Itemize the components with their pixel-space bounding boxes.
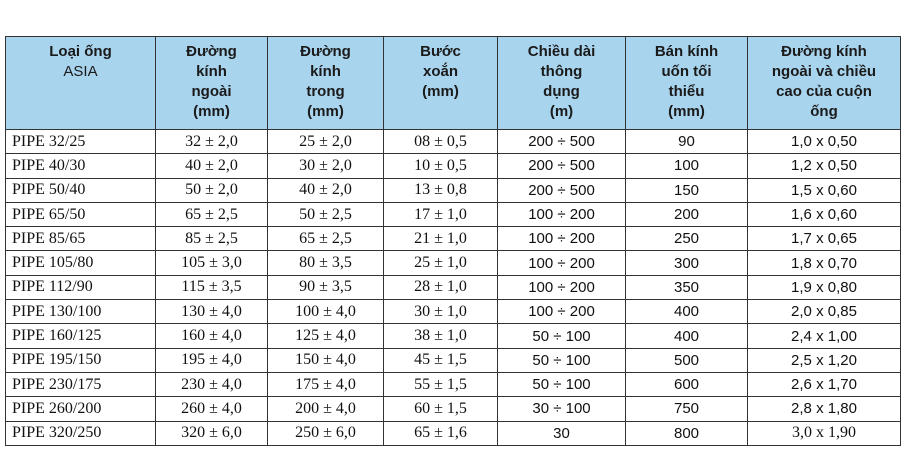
cell-inner-diameter: 90 ± 3,5 [268,275,384,299]
header-inner-diameter-line: Đường [300,43,351,60]
cell-inner-diameter: 150 ± 4,0 [268,348,384,372]
cell-pitch: 10 ± 0,5 [384,154,498,178]
cell-pitch: 60 ± 1,5 [384,397,498,421]
cell-inner-diameter: 30 ± 2,0 [268,154,384,178]
cell-pipe-type: PIPE 85/65 [6,227,156,251]
table-header [6,37,901,130]
cell-standard-length: 100 ÷ 200 [498,275,626,299]
cell-standard-length: 200 ÷ 500 [498,178,626,202]
header-coil-dimensions-line: Đường kính [781,43,867,60]
cell-standard-length: 30 ÷ 100 [498,397,626,421]
table-row [6,348,901,372]
header-outer-diameter-line: ngoài [191,83,232,100]
header-coil-dimensions-line: ngoài và chiều [771,63,877,80]
cell-coil-dimensions: 1,6 x 0,60 [748,202,901,226]
header-outer-diameter-line: Đường [186,43,237,60]
spec-table-container [5,36,901,446]
cell-coil-dimensions: 2,4 x 1,00 [748,324,901,348]
cell-coil-dimensions: 3,0 x 1,90 [748,421,901,445]
cell-inner-diameter: 50 ± 2,5 [268,202,384,226]
cell-outer-diameter: 85 ± 2,5 [156,227,268,251]
cell-pitch: 13 ± 0,8 [384,178,498,202]
header-outer-diameter [156,37,268,130]
header-pipe-type [6,37,156,130]
table-row [6,251,901,275]
cell-pipe-type: PIPE 160/125 [6,324,156,348]
cell-standard-length: 200 ÷ 500 [498,130,626,154]
header-inner-diameter-line: trong [306,83,345,100]
table-body [6,130,901,446]
cell-inner-diameter: 125 ± 4,0 [268,324,384,348]
cell-pitch: 65 ± 1,6 [384,421,498,445]
cell-inner-diameter: 175 ± 4,0 [268,372,384,396]
table-row [6,397,901,421]
header-standard-length-line: (m) [549,103,574,120]
header-pipe-type-line: ASIA [63,63,98,80]
cell-inner-diameter: 80 ± 3,5 [268,251,384,275]
cell-pitch: 21 ± 1,0 [384,227,498,251]
cell-outer-diameter: 115 ± 3,5 [156,275,268,299]
table-row [6,227,901,251]
cell-standard-length: 200 ÷ 500 [498,154,626,178]
cell-pitch: 17 ± 1,0 [384,202,498,226]
cell-outer-diameter: 40 ± 2,0 [156,154,268,178]
cell-min-bend-radius: 250 [626,227,748,251]
cell-inner-diameter: 250 ± 6,0 [268,421,384,445]
cell-pipe-type: PIPE 320/250 [6,421,156,445]
cell-coil-dimensions: 1,9 x 0,80 [748,275,901,299]
cell-pitch: 28 ± 1,0 [384,275,498,299]
header-outer-diameter-line: (mm) [193,103,230,120]
cell-outer-diameter: 32 ± 2,0 [156,130,268,154]
cell-standard-length: 30 [498,421,626,445]
table-row [6,372,901,396]
table-row [6,421,901,445]
cell-standard-length: 100 ÷ 200 [498,251,626,275]
table-row [6,275,901,299]
header-coil-dimensions-line: ống [810,103,838,120]
cell-coil-dimensions: 2,0 x 0,85 [748,300,901,324]
header-inner-diameter-line: (mm) [307,103,344,120]
cell-outer-diameter: 320 ± 6,0 [156,421,268,445]
cell-min-bend-radius: 500 [626,348,748,372]
header-min-bend-radius [626,37,748,130]
cell-inner-diameter: 200 ± 4,0 [268,397,384,421]
cell-inner-diameter: 65 ± 2,5 [268,227,384,251]
cell-outer-diameter: 230 ± 4,0 [156,372,268,396]
cell-inner-diameter: 25 ± 2,0 [268,130,384,154]
cell-standard-length: 100 ÷ 200 [498,300,626,324]
cell-pipe-type: PIPE 32/25 [6,130,156,154]
cell-outer-diameter: 260 ± 4,0 [156,397,268,421]
table-row [6,154,901,178]
cell-min-bend-radius: 200 [626,202,748,226]
header-min-bend-radius-line: Bán kính [654,43,719,60]
cell-standard-length: 50 ÷ 100 [498,324,626,348]
header-min-bend-radius-line: uốn tối [661,63,712,80]
cell-pipe-type: PIPE 195/150 [6,348,156,372]
cell-coil-dimensions: 2,8 x 1,80 [748,397,901,421]
cell-min-bend-radius: 400 [626,324,748,348]
cell-outer-diameter: 195 ± 4,0 [156,348,268,372]
cell-pipe-type: PIPE 105/80 [6,251,156,275]
cell-standard-length: 50 ÷ 100 [498,348,626,372]
table-row [6,202,901,226]
cell-pitch: 30 ± 1,0 [384,300,498,324]
cell-pipe-type: PIPE 130/100 [6,300,156,324]
cell-coil-dimensions: 1,8 x 0,70 [748,251,901,275]
header-coil-dimensions [748,37,901,130]
header-pitch [384,37,498,130]
header-standard-length-line: Chiều dài [527,43,596,60]
cell-pitch: 25 ± 1,0 [384,251,498,275]
cell-pitch: 45 ± 1,5 [384,348,498,372]
cell-coil-dimensions: 2,6 x 1,70 [748,372,901,396]
header-inner-diameter-line: kính [310,63,341,80]
cell-pipe-type: PIPE 65/50 [6,202,156,226]
cell-standard-length: 100 ÷ 200 [498,227,626,251]
header-inner-diameter [268,37,384,130]
header-standard-length-line: thông [540,63,583,80]
cell-outer-diameter: 50 ± 2,0 [156,178,268,202]
cell-min-bend-radius: 400 [626,300,748,324]
header-min-bend-radius-line: thiểu [668,83,705,100]
header-pitch-line: (mm) [422,83,459,100]
cell-coil-dimensions: 1,5 x 0,60 [748,178,901,202]
header-standard-length [498,37,626,130]
header-coil-dimensions-line: cao của cuộn [776,83,872,100]
header-pitch-line: Bước [420,43,461,60]
header-outer-diameter-line: kính [196,63,227,80]
cell-outer-diameter: 65 ± 2,5 [156,202,268,226]
table-row [6,130,901,154]
cell-min-bend-radius: 150 [626,178,748,202]
cell-pipe-type: PIPE 40/30 [6,154,156,178]
cell-pipe-type: PIPE 112/90 [6,275,156,299]
table-row [6,178,901,202]
cell-min-bend-radius: 100 [626,154,748,178]
cell-pipe-type: PIPE 230/175 [6,372,156,396]
cell-outer-diameter: 160 ± 4,0 [156,324,268,348]
cell-min-bend-radius: 800 [626,421,748,445]
cell-pitch: 08 ± 0,5 [384,130,498,154]
cell-min-bend-radius: 350 [626,275,748,299]
cell-coil-dimensions: 1,0 x 0,50 [748,130,901,154]
header-row [6,37,901,130]
cell-coil-dimensions: 1,7 x 0,65 [748,227,901,251]
pipe-spec-table [5,36,901,446]
cell-outer-diameter: 130 ± 4,0 [156,300,268,324]
cell-pitch: 55 ± 1,5 [384,372,498,396]
cell-pipe-type: PIPE 260/200 [6,397,156,421]
cell-inner-diameter: 40 ± 2,0 [268,178,384,202]
cell-coil-dimensions: 2,5 x 1,20 [748,348,901,372]
cell-pitch: 38 ± 1,0 [384,324,498,348]
cell-coil-dimensions: 1,2 x 0,50 [748,154,901,178]
cell-inner-diameter: 100 ± 4,0 [268,300,384,324]
header-pipe-type-line: Loại ống [49,43,112,60]
table-row [6,300,901,324]
cell-min-bend-radius: 90 [626,130,748,154]
cell-outer-diameter: 105 ± 3,0 [156,251,268,275]
table-row [6,324,901,348]
header-standard-length-line: dụng [543,83,580,100]
header-min-bend-radius-line: (mm) [668,103,705,120]
cell-standard-length: 50 ÷ 100 [498,372,626,396]
cell-min-bend-radius: 600 [626,372,748,396]
cell-min-bend-radius: 750 [626,397,748,421]
header-pitch-line: xoắn [422,63,458,80]
cell-min-bend-radius: 300 [626,251,748,275]
cell-pipe-type: PIPE 50/40 [6,178,156,202]
cell-standard-length: 100 ÷ 200 [498,202,626,226]
